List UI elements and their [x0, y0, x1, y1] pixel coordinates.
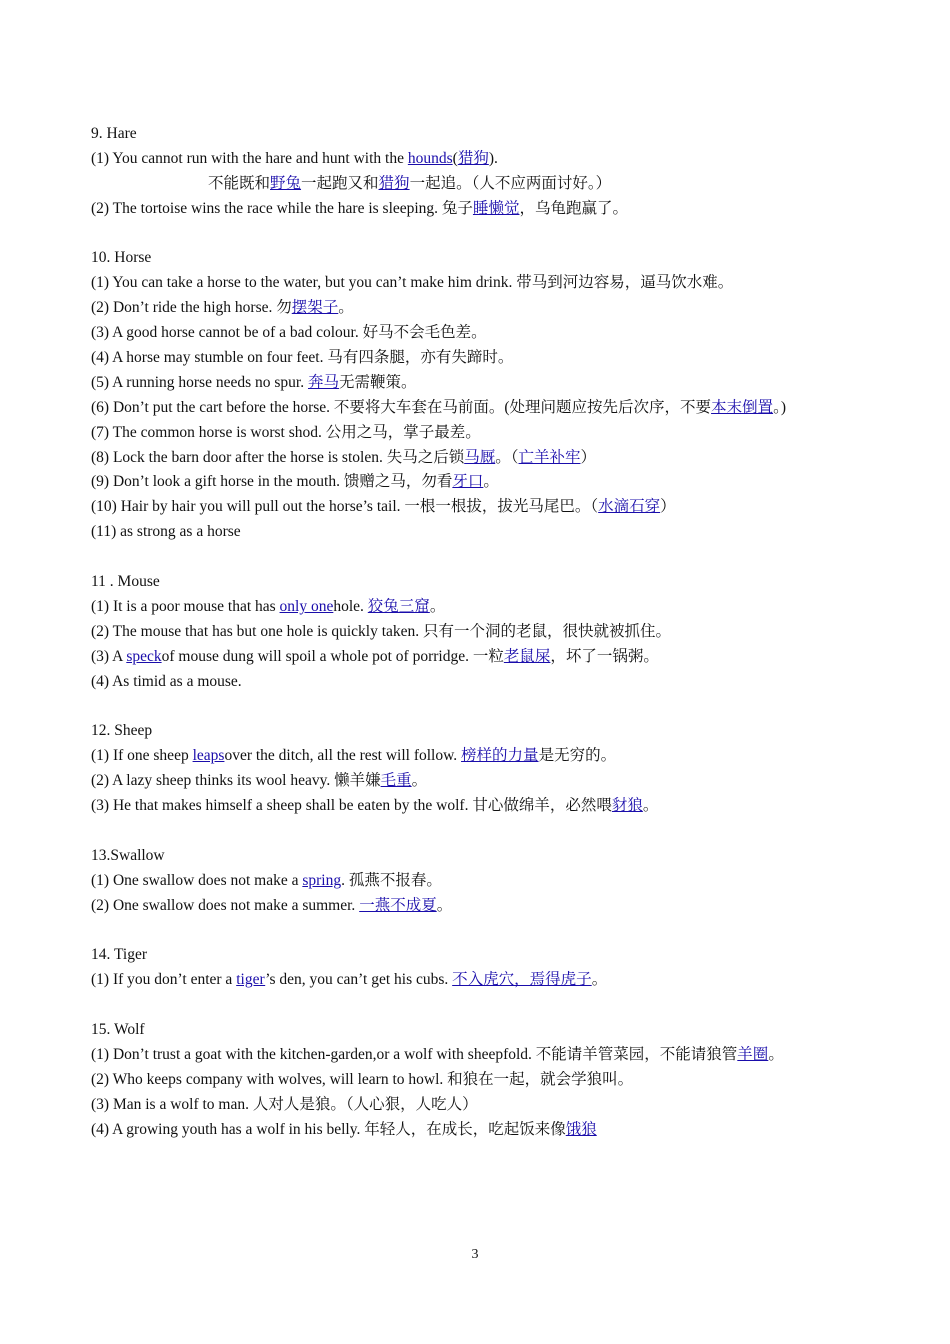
line-text: 一起追。（人不应两面讨好。）: [409, 174, 612, 192]
section-heading: 15. Wolf: [91, 1021, 145, 1039]
proverb-line: [91, 894, 871, 919]
proverb-section: [91, 122, 871, 246]
blank-line: [91, 222, 871, 247]
proverb-line: [91, 1118, 871, 1143]
line-text: (1) It is a poor mouse that has: [91, 597, 280, 615]
hyperlink[interactable]: speck: [126, 647, 162, 665]
line-text: 。: [768, 1045, 784, 1063]
line-text: 。: [591, 971, 608, 989]
line-text: (2) A lazy sheep thinks its wool heavy. 懒羊嫌: [91, 772, 381, 790]
proverb-section: [91, 719, 871, 843]
proverb-line: [91, 321, 871, 346]
line-text: over the ditch, all the rest will follow.: [224, 747, 462, 765]
section-heading: 10. Horse: [91, 249, 152, 267]
hyperlink[interactable]: 马厩: [464, 448, 496, 466]
proverb-line: [91, 520, 871, 545]
proverb-line: [91, 1068, 871, 1093]
line-text: (2) Who keeps company with wolves, will learn to howl. 和狼在一起，就会学狼叫。: [91, 1070, 634, 1088]
hyperlink[interactable]: 猎狗: [378, 174, 410, 192]
section-heading: 14. Tiger: [91, 946, 147, 964]
line-text: (10) Hair by hair you will pull out the horse’s tail. 一根一根拔，拔光马尾巴。（: [91, 498, 599, 516]
line-text: (1) If you don’t enter a: [91, 971, 237, 989]
line-text: 。: [483, 473, 499, 491]
line-text: (11) as strong as a horse: [91, 523, 241, 541]
hyperlink[interactable]: spring: [302, 871, 342, 889]
line-text: 。): [773, 398, 786, 416]
proverb-line: [91, 1093, 871, 1118]
line-text: 。: [411, 772, 428, 790]
line-text: (2) One swallow does not make a summer.: [91, 896, 360, 914]
hyperlink[interactable]: 猎狗: [457, 149, 489, 167]
proverb-line: [91, 595, 871, 620]
section-heading: 9. Hare: [91, 125, 137, 142]
hyperlink[interactable]: hounds: [407, 149, 453, 167]
proverb-line: [91, 396, 871, 421]
line-text: (9) Don’t look a gift horse in the mouth. 馈赠之马，勿看: [91, 473, 453, 491]
line-text: (6) Don’t put the cart before the horse. 不要将大车套在马前面。(处理问题应按先后次序，不要: [91, 398, 712, 416]
hyperlink[interactable]: 老鼠屎: [503, 647, 551, 665]
hyperlink[interactable]: 不入虎穴，焉得虎子: [452, 971, 592, 989]
proverb-line: [91, 271, 871, 296]
hyperlink[interactable]: 奔马: [307, 373, 339, 391]
line-text: (1) You cannot run with the hare and hunt with the: [91, 149, 408, 167]
line-text: (8) Lock the barn door after the horse is stolen. 失马之后锁: [91, 448, 465, 466]
blank-line: [91, 993, 871, 1018]
proverb-section: [91, 943, 871, 1018]
line-text: (2) Don’t ride the high horse. 勿: [91, 299, 292, 317]
proverb-line: [91, 296, 871, 321]
section-heading: 12. Sheep: [91, 722, 153, 740]
hyperlink[interactable]: 一燕不成夏: [359, 896, 437, 914]
page-number: 3: [471, 1247, 479, 1262]
line-text: (3) A good horse cannot be of a bad colour. 好马不会毛色差。: [91, 324, 487, 342]
proverb-line: [91, 470, 871, 495]
hyperlink[interactable]: 羊圈: [737, 1045, 769, 1063]
line-text: (3) He that makes himself a sheep shall be eaten by the wolf. 甘心做绵羊，必然喂: [91, 797, 612, 815]
hyperlink[interactable]: 亡羊补牢: [518, 448, 581, 466]
line-text: ).: [488, 149, 498, 167]
line-text: ）: [660, 498, 676, 516]
proverb-line: [91, 968, 871, 993]
proverb-line: [91, 371, 871, 396]
hyperlink[interactable]: tiger: [236, 971, 266, 989]
line-text: (1) Don’t trust a goat with the kitchen-garden,or a wolf with sheepfold. 不能请羊管菜园，不能请狼管: [91, 1045, 738, 1063]
proverb-line: [91, 1043, 871, 1068]
line-text: 不能既和: [208, 174, 271, 192]
hyperlink[interactable]: only one: [279, 597, 334, 615]
proverb-line: [91, 769, 871, 794]
section-heading: 13.Swallow: [91, 846, 165, 864]
line-text: . 孤燕不报春。: [341, 871, 442, 889]
line-text: 是无穷的。: [538, 747, 617, 765]
proverb-section: [91, 570, 871, 719]
proverb-section: [91, 844, 871, 944]
proverb-line: [91, 620, 871, 645]
line-text: 。: [338, 299, 354, 317]
hyperlink[interactable]: 水滴石穿: [598, 498, 661, 516]
hyperlink[interactable]: 豺狼: [611, 797, 643, 815]
proverb-section: [91, 246, 871, 570]
hyperlink[interactable]: 牙口: [452, 473, 484, 491]
hyperlink[interactable]: 睡懒觉: [472, 199, 520, 217]
proverb-line: [91, 197, 871, 222]
hyperlink[interactable]: 毛重: [380, 772, 412, 790]
line-text: (1) You can take a horse to the water, but you can’t make him drink. 带马到河边容易，逼马饮水难。: [91, 274, 734, 292]
blank-line: [91, 545, 871, 570]
line-text: 。: [436, 896, 453, 914]
line-text: (1) If one sheep: [91, 747, 193, 765]
hyperlink[interactable]: 狡兔三窟: [367, 597, 430, 615]
line-text: ，坏了一锅粥。: [550, 647, 659, 665]
proverb-line: [91, 645, 871, 670]
proverb-line: [91, 670, 871, 695]
line-text: (4) As timid as a mouse.: [91, 672, 242, 690]
line-text: (4) A horse may stumble on four feet. 马有四条腿，亦有失蹄时。: [91, 349, 514, 367]
line-text: ）: [580, 448, 597, 466]
proverb-line: [91, 346, 871, 371]
line-text: (2) The tortoise wins the race while the hare is sleeping. 兔子: [91, 199, 473, 217]
hyperlink[interactable]: 榜样的力量: [461, 747, 539, 765]
line-text: (5) A running horse needs no spur.: [91, 373, 308, 391]
section-heading: 11 . Mouse: [91, 573, 160, 591]
line-text: 。（: [495, 448, 519, 466]
proverb-line: [91, 744, 871, 769]
hyperlink[interactable]: 摆架子: [291, 299, 339, 317]
line-text: of mouse dung will spoil a whole pot of porridge. 一粒: [161, 647, 504, 665]
proverb-section: [91, 1018, 871, 1142]
proverb-line: [91, 869, 871, 894]
line-text: (: [452, 149, 458, 167]
line-text: hole.: [333, 597, 368, 615]
line-text: (2) The mouse that has but one hole is quickly taken. 只有一个洞的老鼠，很快就被抓住。: [91, 622, 672, 640]
hyperlink[interactable]: 本末倒置: [711, 398, 774, 416]
blank-line: [91, 919, 871, 944]
document-body: [91, 122, 871, 1143]
line-text: 。: [429, 597, 446, 615]
blank-line: [91, 819, 871, 844]
proverb-line: [91, 495, 871, 520]
line-text: ’s den, you can’t get his cubs.: [265, 971, 453, 989]
proverb-line: [91, 147, 871, 172]
hyperlink[interactable]: 饿狼: [565, 1120, 597, 1138]
line-text: (4) A growing youth has a wolf in his belly. 年轻人，在成长，吃起饭来像: [91, 1120, 566, 1138]
hyperlink[interactable]: 野兔: [270, 174, 302, 192]
blank-line: [91, 694, 871, 719]
proverb-line: [91, 446, 871, 471]
line-text: 一起跑又和: [301, 174, 379, 192]
proverb-line: [91, 794, 871, 819]
proverb-line: [91, 172, 871, 197]
hyperlink[interactable]: leaps: [192, 747, 225, 765]
proverb-line: [91, 421, 871, 446]
line-text: (7) The common horse is worst shod. 公用之马，掌子最差。: [91, 423, 481, 441]
line-text: (1) One swallow does not make a: [91, 871, 303, 889]
line-text: ，乌龟跑赢了。: [519, 199, 628, 217]
line-text: (3) A: [91, 647, 127, 665]
line-text: 无需鞭策。: [339, 373, 417, 391]
line-text: (3) Man is a wolf to man. 人对人是狼。（人心狠，人吃人）: [91, 1095, 478, 1113]
line-text: 。: [642, 797, 659, 815]
